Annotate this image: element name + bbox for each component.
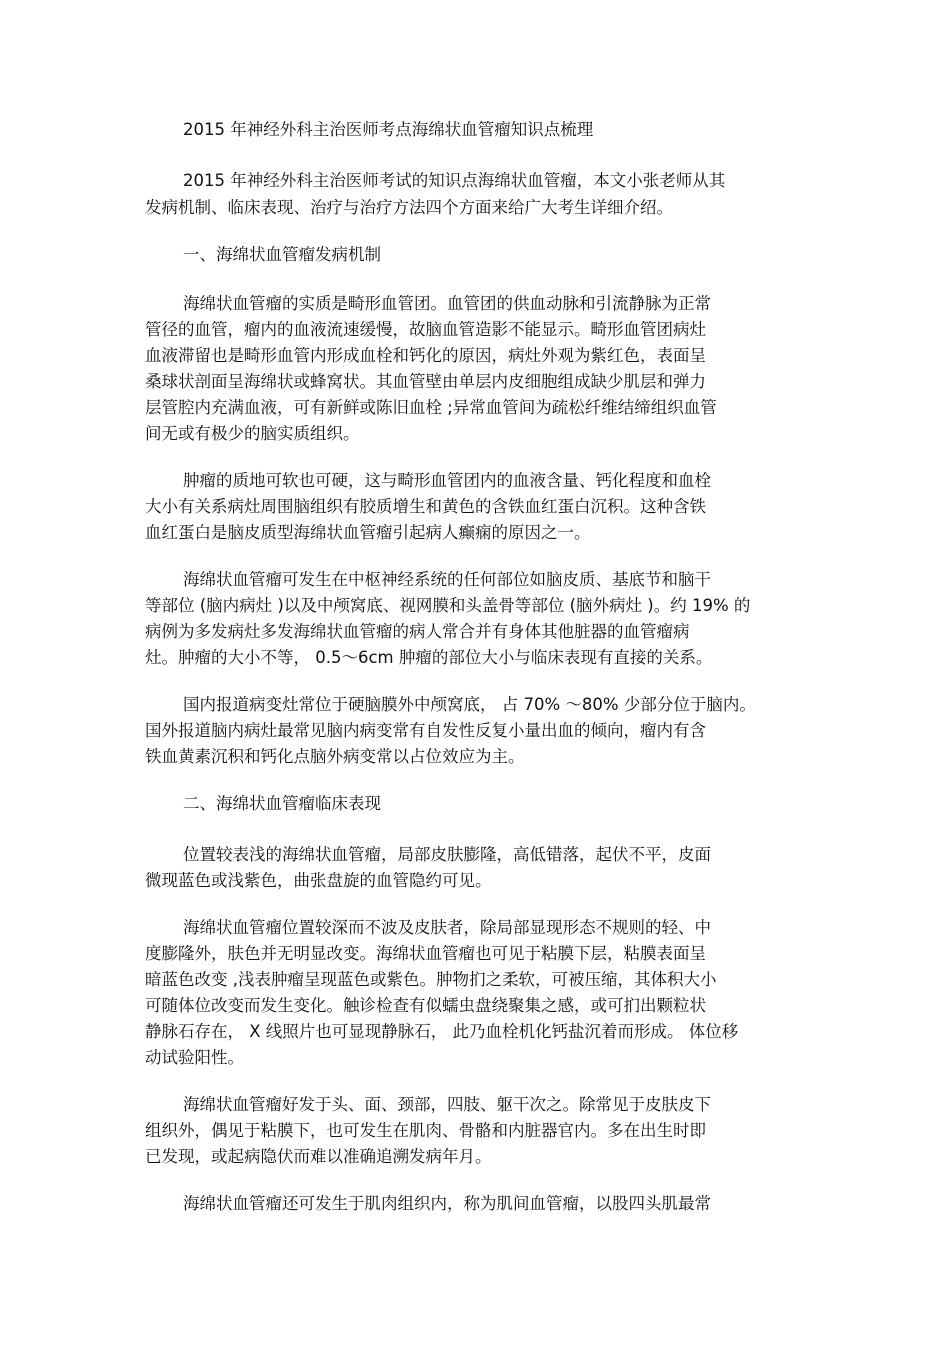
- text-line: 静脉石存在， X 线照片也可显现静脉石， 此乃血栓机化钙盐沉着而形成。 体位移: [145, 1022, 739, 1041]
- text-line: 暗蓝色改变 ,浅表肿瘤呈现蓝色或紫色。肿物扪之柔软，可被压缩，其体积大小: [145, 970, 717, 989]
- text-line: 一、海绵状血管瘤发病机制: [183, 245, 381, 264]
- text-line: 海绵状血管瘤还可发生于肌肉组织内，称为肌间血管瘤，以股四头肌最常: [183, 1194, 711, 1213]
- text-line: 国外报道脑内病灶最常见脑内病变常有自发性反复小量出血的倾向，瘤内有含: [145, 721, 706, 740]
- text-line: 海绵状血管瘤位置较深而不波及皮肤者，除局部显现形态不规则的轻、中: [183, 918, 711, 937]
- text-line: 大小有关系病灶周围脑组织有胶质增生和黄色的含铁血红蛋白沉积。这种含铁: [145, 497, 706, 516]
- text-line: 位置较表浅的海绵状血管瘤，局部皮肤膨隆，高低错落，起伏不平，皮面: [183, 845, 711, 864]
- text-line: 铁血黄素沉积和钙化点脑外病变常以占位效应为主。: [145, 747, 525, 766]
- text-line: 桑球状剖面呈海绵状或蜂窝状。其血管壁由单层内皮细胞组成缺少肌层和弹力: [145, 372, 706, 391]
- text-line: 组织外，偶见于粘膜下，也可发生在肌肉、骨骼和内脏器官内。多在出生时即: [145, 1121, 706, 1140]
- text-line: 发病机制、临床表现、治疗与治疗方法四个方面来给广大考生详细介绍。: [145, 198, 673, 217]
- text-line: 间无或有极少的脑实质组织。: [145, 424, 360, 443]
- text-line: 海绵状血管瘤的实质是畸形血管团。血管团的供血动脉和引流静脉为正常: [183, 294, 711, 313]
- text-line: 等部位 (脑内病灶 )以及中颅窝底、视网膜和头盖骨等部位 (脑外病灶 )。约 19% 的: [145, 596, 751, 615]
- text-line: 可随体位改变而发生变化。触诊检查有似蠕虫盘绕聚集之感，或可扪出颗粒状: [145, 996, 706, 1015]
- text-line: 血红蛋白是脑皮质型海绵状血管瘤引起病人癫痫的原因之一。: [145, 523, 591, 542]
- text-line: 病例为多发病灶多发海绵状血管瘤的病人常合并有身体其他脏器的血管瘤病: [145, 622, 690, 641]
- text-line: 肿瘤的质地可软也可硬，这与畸形血管团内的血液含量、钙化程度和血栓: [183, 471, 711, 490]
- text-line: 动试验阳性。: [145, 1048, 244, 1067]
- text-line: 国内报道病变灶常位于硬脑膜外中颅窝底， 占 70% ～80% 少部分位于脑内。: [183, 695, 756, 714]
- text-line: 微现蓝色或浅紫色，曲张盘旋的血管隐约可见。: [145, 871, 492, 890]
- text-line: 已发现，或起病隐伏而难以准确追溯发病年月。: [145, 1147, 492, 1166]
- document-title: 2015 年神经外科主治医师考点海绵状血管瘤知识点梳理: [183, 120, 594, 139]
- text-line: 二、海绵状血管瘤临床表现: [183, 794, 381, 813]
- text-line: 度膨隆外，肤色并无明显改变。海绵状血管瘤也可见于粘膜下层，粘膜表面呈: [145, 944, 706, 963]
- text-line: 血液滞留也是畸形血管内形成血栓和钙化的原因，病灶外观为紫红色，表面呈: [145, 346, 706, 365]
- text-line: 海绵状血管瘤可发生在中枢神经系统的任何部位如脑皮质、基底节和脑干: [183, 570, 711, 589]
- text-line: 灶。肿瘤的大小不等， 0.5～6cm 肿瘤的部位大小与临床表现有直接的关系。: [145, 648, 713, 667]
- text-line: 管径的血管，瘤内的血液流速缓慢，故脑血管造影不能显示。畸形血管团病灶: [145, 320, 706, 339]
- text-line: 2015 年神经外科主治医师考试的知识点海绵状血管瘤，本文小张老师从其: [183, 171, 726, 190]
- text-line: 层管腔内充满血液，可有新鲜或陈旧血栓 ;异常血管间为疏松纤维结缔组织血管: [145, 398, 717, 417]
- text-line: 海绵状血管瘤好发于头、面、颈部，四肢、躯干次之。除常见于皮肤皮下: [183, 1095, 711, 1114]
